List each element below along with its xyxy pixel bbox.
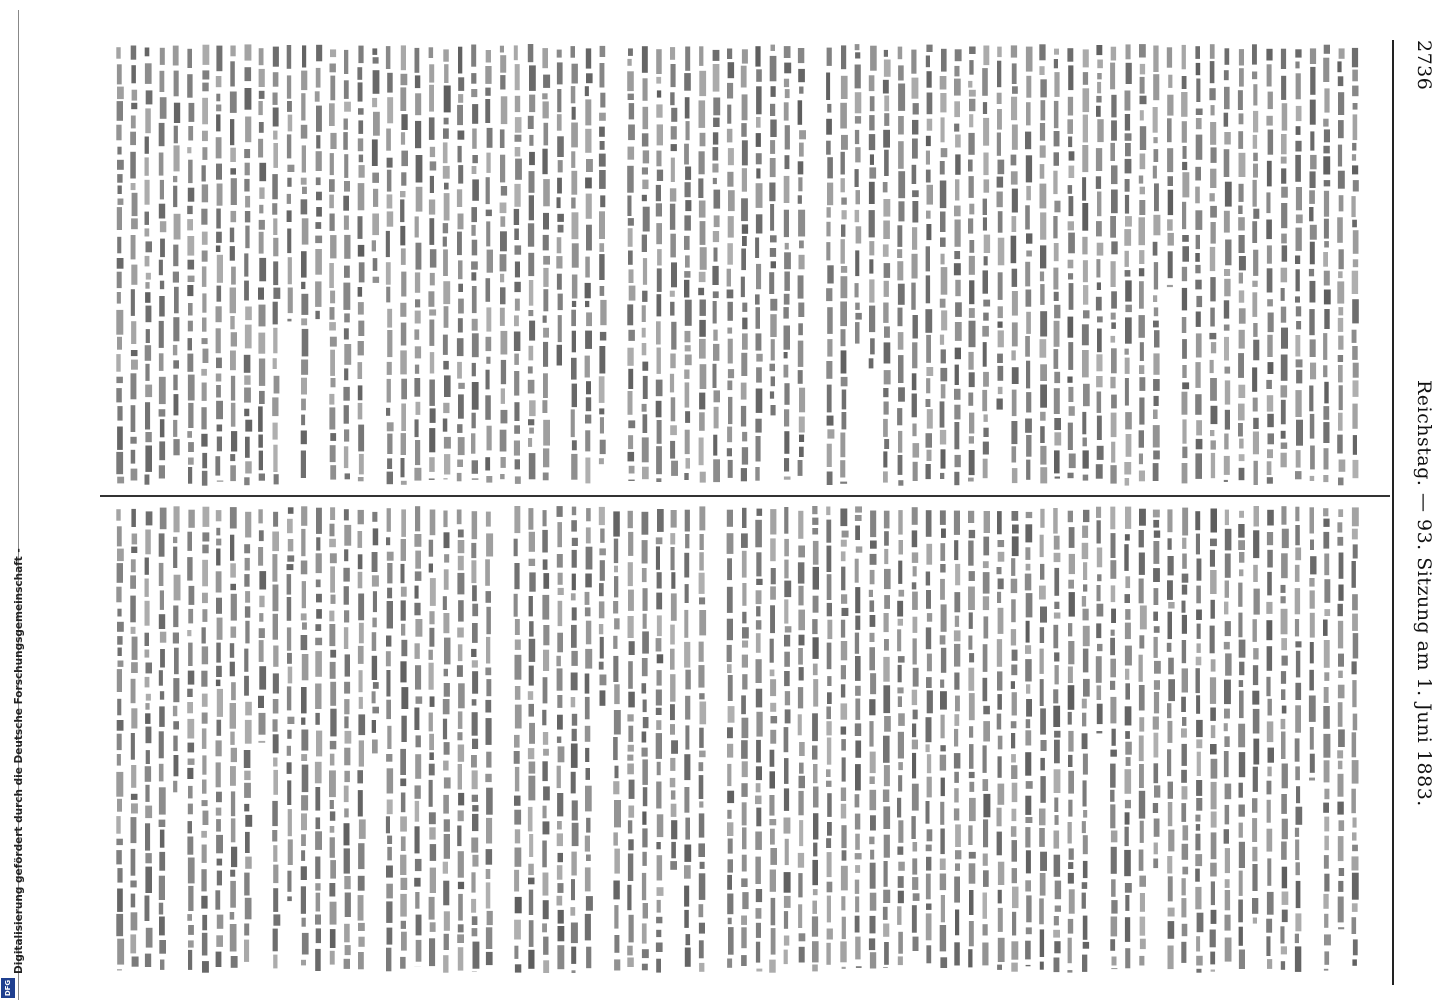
text-line bbox=[1210, 509, 1218, 972]
text-line bbox=[1011, 45, 1019, 483]
text-line bbox=[642, 512, 649, 971]
text-line bbox=[159, 48, 167, 479]
text-line bbox=[258, 48, 266, 481]
text-line bbox=[1252, 44, 1259, 485]
text-line bbox=[329, 49, 337, 479]
footer-credit: Digitalisierung gefördert durch die Deutsche Forschungsgemeinschaft - bbox=[13, 548, 25, 974]
text-line bbox=[627, 48, 635, 481]
text-line bbox=[258, 509, 266, 743]
text-line bbox=[1181, 45, 1189, 484]
page-header bbox=[1395, 40, 1435, 985]
text-line bbox=[1252, 506, 1260, 924]
running-title: Reichstag. — 93. Sitzung am 1. Juni 1883. bbox=[1413, 380, 1435, 807]
text-line bbox=[173, 506, 181, 792]
column-divider bbox=[100, 495, 1390, 497]
text-line bbox=[1025, 47, 1033, 480]
text-line bbox=[656, 509, 664, 973]
text-line bbox=[940, 510, 947, 968]
text-line bbox=[1053, 49, 1061, 479]
text-line bbox=[514, 506, 522, 973]
text-line bbox=[201, 45, 209, 486]
text-line bbox=[883, 511, 891, 968]
text-line bbox=[1238, 511, 1245, 969]
text-line bbox=[173, 46, 181, 456]
text-line bbox=[230, 46, 238, 482]
text-line bbox=[741, 49, 748, 481]
text-line bbox=[684, 47, 692, 481]
text-line bbox=[826, 48, 834, 485]
text-line bbox=[372, 48, 380, 283]
text-line bbox=[599, 46, 607, 464]
digitization-footer bbox=[0, 540, 25, 1000]
text-line bbox=[1281, 49, 1289, 468]
text-line bbox=[1323, 508, 1331, 970]
text-line bbox=[1266, 49, 1274, 484]
text-line bbox=[656, 49, 663, 482]
text-line bbox=[911, 50, 919, 481]
text-line bbox=[769, 509, 777, 973]
text-line bbox=[1167, 47, 1174, 287]
text-line bbox=[783, 46, 791, 480]
text-line bbox=[599, 507, 607, 706]
text-line bbox=[642, 46, 650, 479]
text-line bbox=[485, 512, 493, 965]
text-line bbox=[727, 510, 735, 968]
text-line bbox=[585, 508, 593, 968]
column-text-lines bbox=[110, 40, 1390, 490]
text-line bbox=[954, 49, 962, 485]
text-line bbox=[357, 510, 365, 969]
text-line bbox=[1153, 46, 1161, 482]
text-line bbox=[1181, 508, 1188, 963]
text-line bbox=[1139, 44, 1147, 481]
text-line bbox=[1025, 512, 1033, 966]
text-line bbox=[301, 506, 309, 965]
text-line bbox=[201, 507, 209, 973]
text-line bbox=[215, 510, 223, 967]
text-line bbox=[1067, 48, 1075, 478]
text-line bbox=[159, 508, 167, 970]
text-line bbox=[1110, 47, 1118, 484]
text-line bbox=[1124, 507, 1132, 969]
dfg-logo-label: DFG bbox=[4, 979, 12, 997]
text-line bbox=[812, 506, 819, 971]
text-line bbox=[329, 507, 337, 964]
text-line bbox=[1195, 511, 1203, 972]
text-line bbox=[1351, 507, 1358, 965]
text-line bbox=[443, 511, 451, 973]
text-line bbox=[769, 45, 777, 416]
text-line bbox=[883, 50, 891, 483]
text-line bbox=[301, 45, 309, 478]
text-line bbox=[798, 48, 806, 476]
text-line bbox=[982, 511, 990, 965]
text-line bbox=[130, 509, 138, 967]
text-line bbox=[940, 49, 948, 479]
text-line bbox=[215, 46, 223, 482]
text-line bbox=[556, 506, 564, 969]
text-line bbox=[997, 511, 1005, 970]
text-line bbox=[272, 47, 280, 485]
text-line bbox=[1096, 45, 1104, 479]
text-line bbox=[1224, 48, 1232, 482]
text-line bbox=[571, 46, 579, 480]
text-line bbox=[1351, 48, 1358, 478]
text-line bbox=[1110, 507, 1118, 969]
text-line bbox=[315, 45, 322, 319]
text-line bbox=[429, 510, 437, 967]
text-line bbox=[1337, 48, 1345, 485]
text-line bbox=[556, 50, 564, 366]
text-line bbox=[357, 46, 364, 482]
text-line bbox=[727, 49, 735, 478]
text-line bbox=[1039, 509, 1047, 970]
text-line bbox=[798, 511, 806, 963]
header-rule bbox=[1392, 40, 1394, 985]
text-line bbox=[613, 511, 621, 970]
text-line bbox=[670, 47, 678, 476]
text-line bbox=[755, 46, 763, 481]
text-line bbox=[1067, 511, 1075, 973]
text-column-lower bbox=[110, 502, 1390, 977]
text-column-upper bbox=[110, 40, 1390, 490]
text-line bbox=[116, 47, 124, 483]
text-line bbox=[343, 509, 351, 969]
text-line bbox=[1323, 45, 1331, 482]
text-line bbox=[187, 510, 195, 970]
text-line bbox=[528, 44, 536, 479]
text-line bbox=[1295, 507, 1303, 972]
text-line bbox=[1082, 49, 1090, 480]
text-line bbox=[1309, 48, 1317, 481]
text-line bbox=[414, 48, 422, 481]
text-line bbox=[1280, 506, 1288, 970]
text-line bbox=[145, 48, 153, 485]
text-line bbox=[954, 511, 962, 966]
text-line bbox=[840, 509, 848, 969]
text-line bbox=[244, 512, 252, 962]
text-line bbox=[968, 511, 976, 968]
text-line bbox=[1266, 510, 1274, 969]
text-line bbox=[670, 510, 678, 870]
text-line bbox=[457, 510, 465, 971]
text-line bbox=[698, 506, 706, 971]
text-line bbox=[925, 45, 933, 480]
text-line bbox=[1337, 509, 1345, 929]
text-line bbox=[1082, 510, 1090, 972]
text-line bbox=[926, 510, 933, 963]
text-line bbox=[1039, 44, 1047, 483]
text-line bbox=[840, 45, 848, 483]
text-line bbox=[287, 45, 295, 321]
text-line bbox=[414, 506, 422, 966]
text-line bbox=[471, 511, 479, 972]
text-line bbox=[1124, 44, 1132, 485]
text-line bbox=[1011, 511, 1019, 972]
text-line bbox=[1096, 507, 1104, 734]
text-line bbox=[826, 507, 833, 965]
text-line bbox=[1309, 507, 1317, 780]
text-line bbox=[712, 50, 720, 482]
text-line bbox=[1053, 508, 1061, 972]
text-line bbox=[1139, 509, 1147, 966]
text-line bbox=[514, 45, 522, 484]
text-line bbox=[315, 508, 322, 971]
text-line bbox=[968, 47, 976, 482]
text-line bbox=[1224, 510, 1232, 962]
text-line bbox=[457, 47, 465, 482]
dfg-logo bbox=[1, 978, 15, 998]
text-line bbox=[542, 510, 550, 973]
text-line bbox=[130, 46, 138, 481]
text-line bbox=[869, 46, 877, 369]
text-line bbox=[542, 48, 550, 480]
text-line bbox=[869, 511, 877, 969]
text-line bbox=[428, 47, 436, 480]
text-line bbox=[230, 507, 238, 968]
text-line bbox=[400, 45, 408, 484]
text-line bbox=[684, 510, 691, 967]
text-line bbox=[897, 510, 905, 965]
text-line bbox=[1167, 509, 1175, 969]
text-line bbox=[997, 47, 1005, 410]
text-line bbox=[1209, 44, 1217, 478]
text-line bbox=[982, 46, 990, 479]
text-line bbox=[116, 509, 124, 970]
text-line bbox=[485, 50, 493, 483]
page-number: 2736 bbox=[1413, 40, 1435, 91]
text-line bbox=[386, 508, 394, 971]
text-line bbox=[1238, 49, 1246, 480]
text-line bbox=[145, 511, 153, 967]
text-line bbox=[187, 49, 194, 484]
text-line bbox=[471, 45, 479, 481]
text-line bbox=[627, 511, 635, 967]
text-line bbox=[244, 44, 252, 485]
text-line bbox=[570, 507, 578, 973]
text-line bbox=[372, 512, 379, 754]
text-line bbox=[585, 48, 593, 483]
text-line bbox=[1195, 46, 1202, 479]
text-line bbox=[855, 44, 862, 344]
text-line bbox=[911, 507, 919, 951]
text-line bbox=[897, 47, 905, 486]
column-text-lines bbox=[110, 502, 1390, 977]
text-line bbox=[784, 507, 792, 964]
text-line bbox=[287, 507, 295, 901]
text-line bbox=[400, 509, 408, 968]
text-line bbox=[443, 49, 451, 479]
text-line bbox=[343, 50, 351, 479]
text-line bbox=[698, 46, 707, 482]
text-line bbox=[528, 508, 536, 969]
text-line bbox=[500, 46, 508, 480]
text-line bbox=[386, 46, 394, 484]
text-line bbox=[855, 506, 863, 968]
text-line bbox=[1153, 510, 1161, 868]
text-line bbox=[741, 508, 749, 966]
text-line bbox=[755, 509, 763, 972]
text-line bbox=[272, 512, 280, 969]
text-line bbox=[1295, 49, 1303, 479]
